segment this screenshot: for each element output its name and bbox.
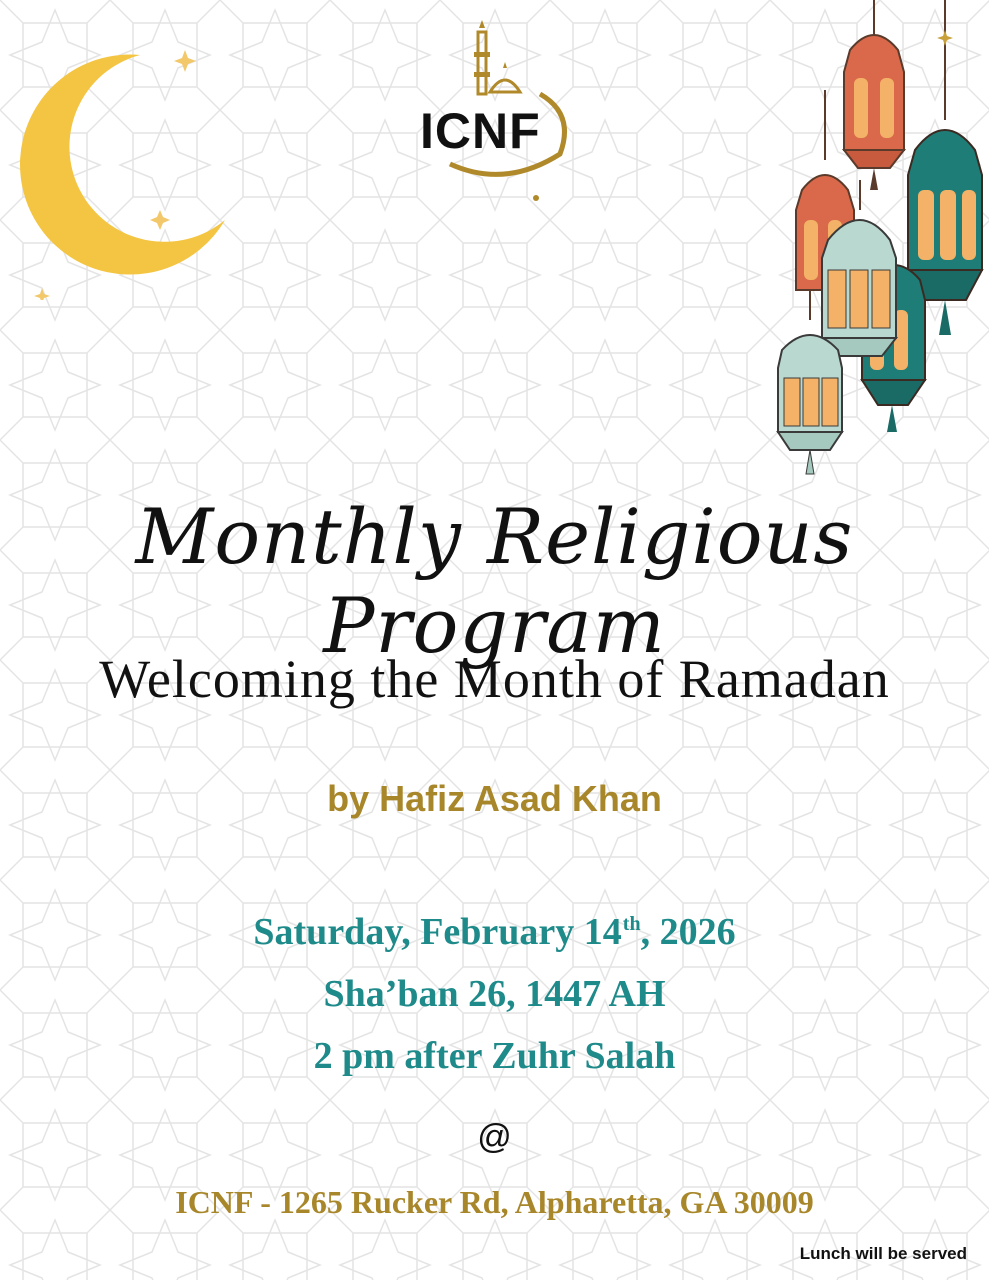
event-date (0, 910, 989, 954)
event-time: 2 pm after Zuhr Salah (313, 1035, 676, 1077)
date-suffix: th (622, 913, 641, 936)
logo-text: ICNF (420, 103, 541, 159)
program-title: Monthly Religious Program (135, 492, 854, 670)
lanterns-illustration (770, 0, 989, 480)
speaker-name: by Hafiz Asad Khan (327, 778, 662, 819)
at-symbol: @ (477, 1118, 512, 1156)
program-topic: Welcoming the Month of Ramadan (99, 649, 890, 709)
lantern-icon (822, 220, 896, 356)
date-year: , 2026 (640, 911, 736, 953)
hijri-date: Sha’ban 26, 1447 AH (323, 973, 666, 1015)
date-main: Saturday, February 14 (253, 911, 622, 953)
lunch-note: Lunch will be served (799, 1244, 967, 1263)
icnf-logo (410, 14, 580, 204)
event-location: ICNF - 1265 Rucker Rd, Alpharetta, GA 30009 (175, 1184, 814, 1220)
lantern-icon (778, 335, 842, 474)
lantern-icon (844, 35, 904, 190)
crescent-moon-icon (20, 40, 270, 300)
